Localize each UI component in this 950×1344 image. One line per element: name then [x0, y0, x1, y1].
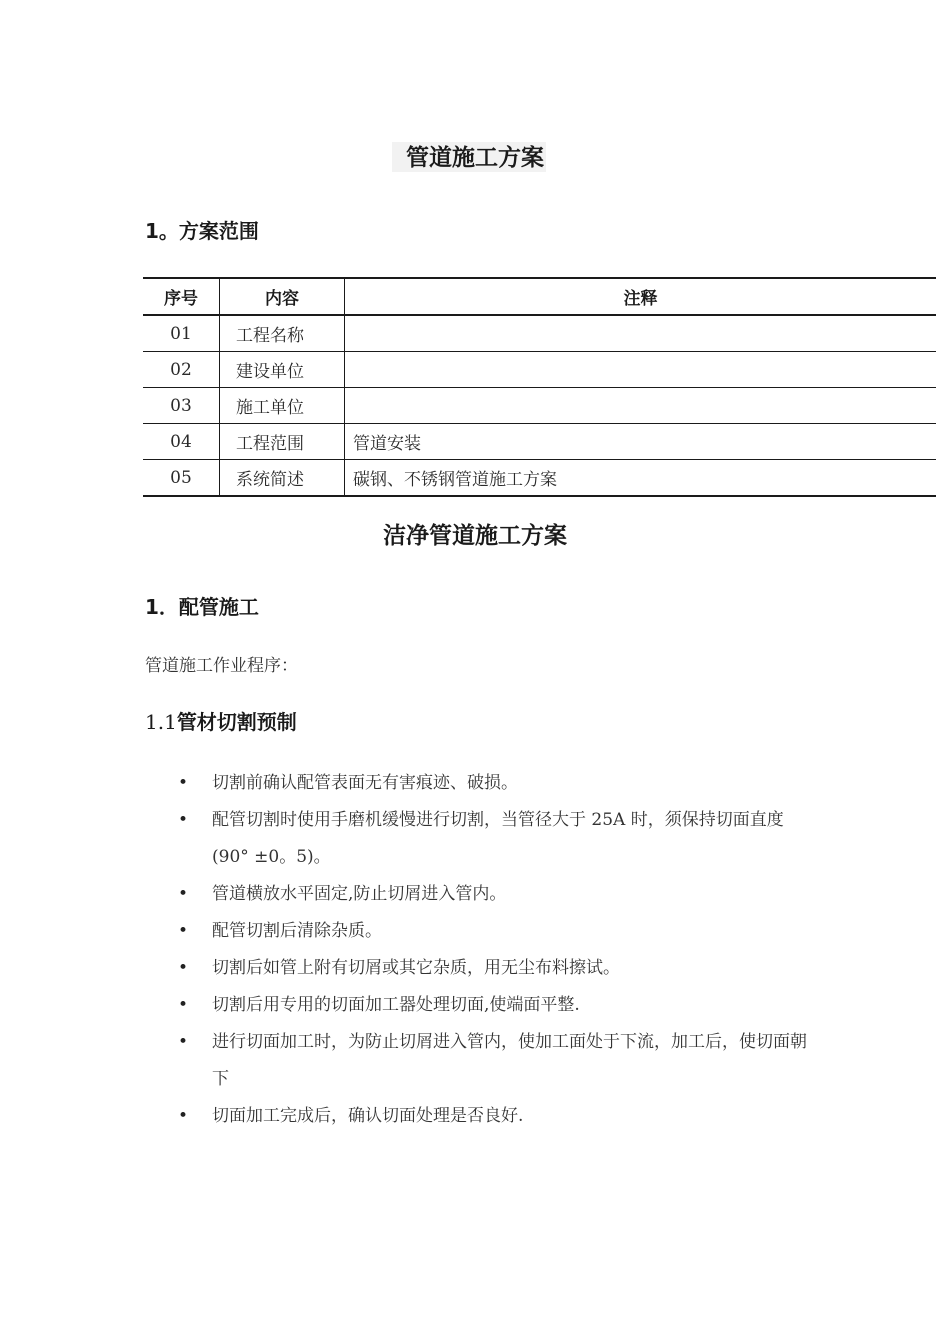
list-item — [178, 1024, 818, 1098]
list-item — [178, 1098, 818, 1135]
row-note: 管道安装 — [345, 424, 937, 460]
scope-table — [143, 277, 936, 497]
cutting-heading-number: 1.1 — [145, 710, 177, 734]
bullet-icon: • — [178, 810, 189, 830]
list-item-text: 管道横放水平固定,防止切屑进入管内。 — [212, 884, 507, 904]
list-item-text: 切面加工完成后，确认切面处理是否良好. — [212, 1106, 524, 1126]
header-content: 内容 — [220, 278, 345, 315]
cutting-heading-text: 管材切割预制 — [176, 710, 297, 734]
list-item-text: 进行切面加工时，为防止切屑进入管内，使加工面处于下流，加工后，使切面朝下 — [212, 1032, 807, 1089]
table-row — [143, 352, 936, 388]
row-number: 03 — [143, 388, 220, 424]
list-item — [178, 802, 818, 876]
section-title: 洁净管道施工方案 — [383, 523, 567, 549]
list-item — [178, 987, 818, 1024]
row-number: 01 — [143, 315, 220, 352]
table-row — [143, 388, 936, 424]
bullet-icon: • — [178, 773, 189, 793]
row-note: 碳钢、不锈钢管道施工方案 — [345, 460, 937, 497]
list-item — [178, 876, 818, 913]
bullet-icon: • — [178, 884, 189, 904]
list-item — [178, 950, 818, 987]
piping-heading: 1．配管施工 — [145, 595, 259, 619]
header-number: 序号 — [143, 278, 220, 315]
row-note — [345, 388, 937, 424]
row-note — [345, 352, 937, 388]
cutting-steps-list — [178, 765, 818, 1135]
row-content: 施工单位 — [220, 388, 345, 424]
row-content: 工程范围 — [220, 424, 345, 460]
table-row — [143, 424, 936, 460]
list-item-text: 切割后用专用的切面加工器处理切面,使端面平整. — [212, 995, 580, 1015]
scope-heading: 1。方案范围 — [145, 219, 259, 243]
table-header-row — [143, 278, 936, 315]
list-item-text: 配管切割后清除杂质。 — [212, 921, 382, 941]
list-item-text: 切割前确认配管表面无有害痕迹、破损。 — [212, 773, 518, 793]
list-item — [178, 765, 818, 802]
cutting-heading — [145, 709, 297, 735]
bullet-icon: • — [178, 1032, 189, 1052]
row-number: 02 — [143, 352, 220, 388]
list-item-text: 切割后如管上附有切屑或其它杂质，用无尘布料擦试。 — [212, 958, 620, 978]
list-item-text: 配管切割时使用手磨机缓慢进行切割，当管径大于 25A 时，须保持切面直度(90° ±0。5)。 — [212, 810, 784, 867]
row-number: 05 — [143, 460, 220, 497]
document-title: 管道施工方案 — [392, 142, 546, 172]
row-number: 04 — [143, 424, 220, 460]
row-content: 建设单位 — [220, 352, 345, 388]
table-row — [143, 315, 936, 352]
bullet-icon: • — [178, 958, 189, 978]
procedure-intro: 管道施工作业程序： — [145, 656, 298, 676]
table-row — [143, 460, 936, 497]
list-item — [178, 913, 818, 950]
row-content: 系统简述 — [220, 460, 345, 497]
header-note: 注释 — [345, 278, 937, 315]
bullet-icon: • — [178, 995, 189, 1015]
row-content: 工程名称 — [220, 315, 345, 352]
row-note — [345, 315, 937, 352]
bullet-icon: • — [178, 921, 189, 941]
bullet-icon: • — [178, 1106, 189, 1126]
